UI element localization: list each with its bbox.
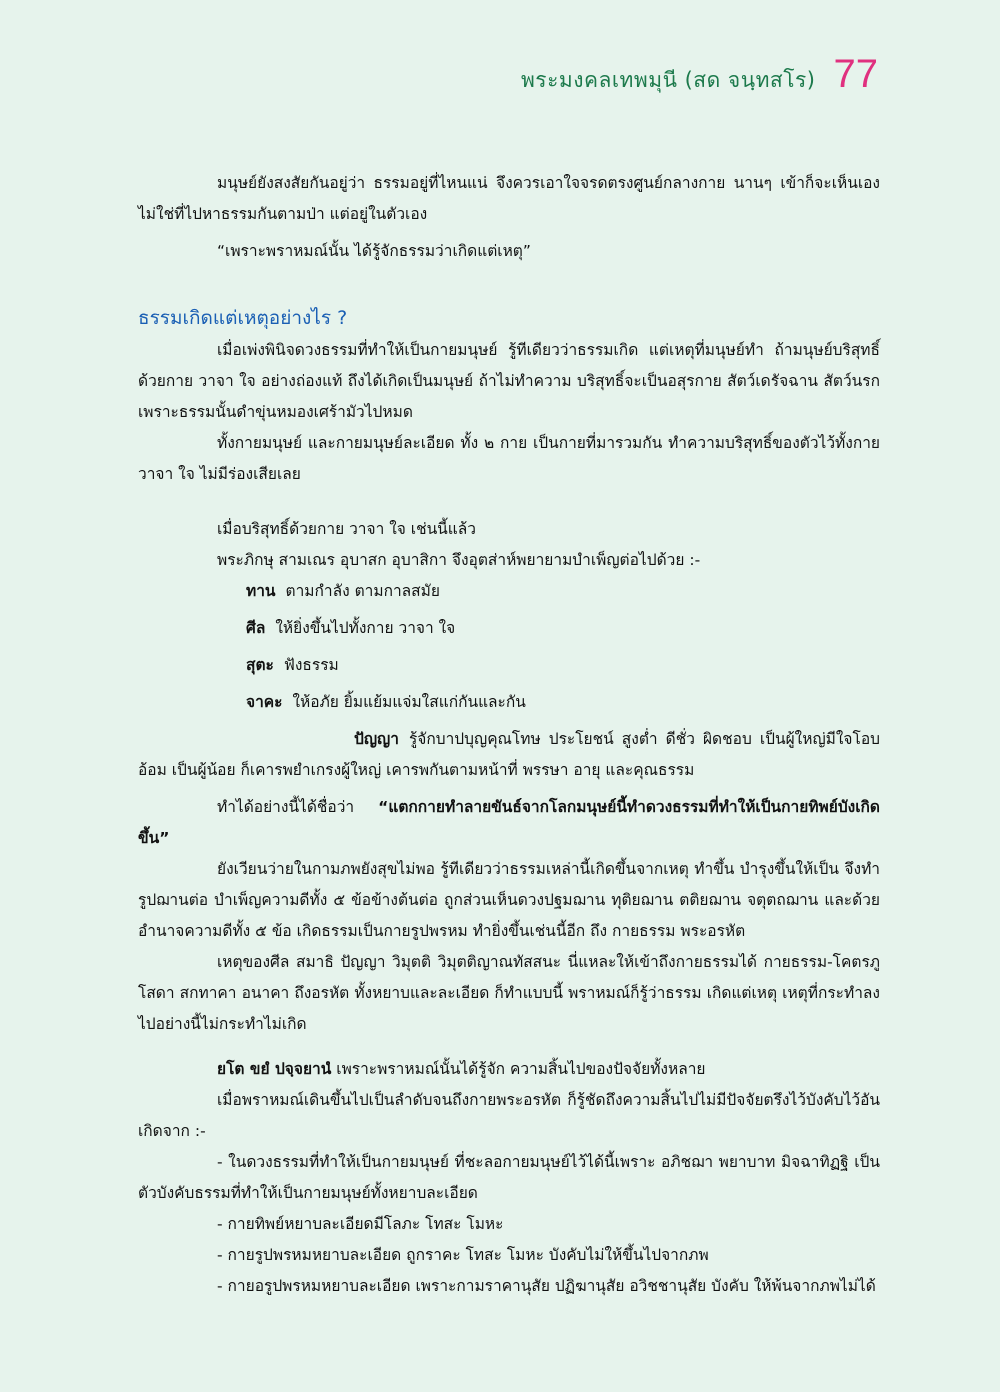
virtue-term: ทาน	[246, 582, 276, 600]
paragraph-7: ยังเวียนว่ายในกามภพยังสุขไม่พอ รู้ทีเดียวว่าธรรมเหล่านี้เกิดขึ้นจากเหตุ ทำขึ้น บำรุงขึ้นให้เป็น จึงทำรูปฌานต่อ บำเพ็ญความดีทั้ง ๕ ข้อข้างต้นต่อ ถูกส่วนเห็นดวงปฐมฌาน ทุติยฌาน ตติยฌาน จตุตถฌาน และด้วยอำนาจความดีทั้ง ๕ ข้อ เกิดธรรมเป็นกายรูปพรหม ทำยิ่งขึ้นเช่นนี้อีก ถึง กายธรรม พระอรหัต	[138, 860, 880, 940]
paragraph-1: มนุษย์ยังสงสัยกันอยู่ว่า ธรรมอยู่ที่ไหนแน่ จึงควรเอาใจจรดตรงศูนย์กลางกาย นานๆ เข้าก็จะเห็นเอง ไม่ใช่ที่ไปหาธรรมกันตามป่า แต่อยู่ในตัวเอง	[138, 174, 880, 223]
pali-phrase: ยโต ขยํ ปจฺจยานํ	[217, 1060, 332, 1078]
paragraph-4: เมื่อบริสุทธิ์ด้วยกาย วาจา ใจ เช่นนี้แล้ว	[217, 520, 476, 538]
paragraph-5: พระภิกษุ สามเณร อุบาสก อุบาสิกา จึงอุตส่าห์พยายามบำเพ็ญต่อไปด้วย :-	[217, 551, 701, 569]
virtue-term: สุตะ	[246, 656, 274, 674]
paragraph-3: ทั้งกายมนุษย์ และกายมนุษย์ละเอียด ทั้ง ๒ กาย เป็นกายที่มารวมกัน ทำความบริสุทธิ์ของตัวไว้ทั้งกาย วาจา ใจ ไม่มีร่องเสียเลย	[138, 434, 880, 483]
page-number: 77	[833, 52, 878, 96]
virtue-item-sila	[138, 613, 880, 644]
virtue-item-suta	[138, 650, 880, 681]
body-text	[138, 168, 880, 1302]
dash-item-2: - กายทิพย์หยาบละเอียดมีโลภะ โทสะ โมหะ	[217, 1215, 504, 1233]
running-header	[521, 52, 878, 97]
virtue-item-dana	[138, 576, 880, 607]
virtue-text: ให้ยิ่งขึ้นไปทั้งกาย วาจา ใจ	[275, 619, 456, 637]
virtue-text: รู้จักบาปบุญคุณโทษ ประโยชน์ สูงต่ำ ดีชั่ว ผิดชอบ เป็นผู้ใหญ่มีใจโอบอ้อม เป็นผู้น้อย ก็เคารพยำเกรงผู้ใหญ่ เคารพกันตามหน้าที่ พรรษา อายุ และคุณธรรม	[138, 730, 880, 779]
paragraph-9-rest: เพราะพราหมณ์นั้นได้รู้จัก ความสิ้นไปของปัจจัยทั้งหลาย	[336, 1060, 706, 1078]
dash-item-1: - ในดวงธรรมที่ทำให้เป็นกายมนุษย์ ที่ชะลอกายมนุษย์ไว้ได้นี้เพราะ อภิชฌา พยาบาท มิจฉาทิฏฐิ เป็นตัวบังคับธรรมที่ทำให้เป็นกายมนุษย์ทั้งหยาบละเอียด	[138, 1153, 880, 1202]
paragraph-6-lead: ทำได้อย่างนี้ได้ชื่อว่า	[217, 798, 355, 816]
paragraph-10: เมื่อพราหมณ์เดินขึ้นไปเป็นลำดับจนถึงกายพระอรหัต ก็รู้ชัดถึงความสิ้นไปไม่มีปัจจัยตรึงไว้บังคับไว้อันเกิดจาก :-	[138, 1091, 880, 1140]
paragraph-2: เมื่อเพ่งพินิจดวงธรรมที่ทำให้เป็นกายมนุษย์ รู้ทีเดียวว่าธรรมเกิด แต่เหตุที่มนุษย์ทำ ถ้ามนุษย์บริสุทธิ์ด้วยกาย วาจา ใจ อย่างถ่องแท้ ถึงได้เกิดเป็นมนุษย์ ถ้าไม่ทำความ บริสุทธิ์จะเป็นอสุรกาย สัตว์เดรัจฉาน สัตว์นรก เพราะธรรมนั้นดำขุ่นหมองเศร้ามัวไปหมด	[138, 341, 880, 421]
virtue-text: ให้อภัย ยิ้มแย้มแจ่มใสแก่กันและกัน	[292, 693, 526, 711]
dash-item-3: - กายรูปพรหมหยาบละเอียด ถูกราคะ โทสะ โมหะ บังคับไม่ให้ขึ้นไปจากภพ	[217, 1246, 709, 1264]
header-title: พระมงคลเทพมุนี (สด จนฺทสโร)	[520, 68, 816, 92]
quote-1: “เพราะพราหมณ์นั้น ได้รู้จักธรรมว่าเกิดแต่เหตุ”	[217, 242, 531, 260]
virtue-text: ตามกำลัง ตามกาลสมัย	[285, 582, 440, 600]
virtue-term: จาคะ	[246, 693, 283, 711]
paragraph-8: เหตุของศีล สมาธิ ปัญญา วิมุตติ วิมุตติญาณทัสสนะ นี่แหละให้เข้าถึงกายธรรมได้ กายธรรม-โคตรภู โสดา สกทาคา อนาคา ถึงอรหัต ทั้งหยาบและละเอียด ก็ทำแบบนี้ พราหมณ์ก็รู้ว่าธรรม เกิดแต่เหตุ เหตุที่กระทำลงไปอย่างนี้ไม่กระทำไม่เกิด	[138, 953, 880, 1033]
dash-item-4: - กายอรูปพรหมหยาบละเอียด เพราะกามราคานุสัย ปฏิฆานุสัย อวิชชานุสัย บังคับ ให้พ้นจากภพไม่ได้	[217, 1277, 876, 1295]
virtue-item-panya	[138, 724, 880, 786]
paragraph-9	[138, 1054, 880, 1085]
virtue-term: ปัญญา	[354, 730, 399, 748]
virtue-item-caga	[138, 687, 880, 718]
virtue-text: ฟังธรรม	[283, 656, 339, 674]
paragraph-6-quote: “แตกกายทำลายขันธ์จากโลกมนุษย์นี้ทำดวงธรรมที่ทำให้เป็นกายทิพย์บังเกิดขึ้น”	[138, 798, 880, 847]
paragraph-6	[138, 792, 880, 854]
section-heading: ธรรมเกิดแต่เหตุอย่างไร ?	[138, 307, 348, 329]
virtue-term: ศีล	[246, 619, 266, 637]
